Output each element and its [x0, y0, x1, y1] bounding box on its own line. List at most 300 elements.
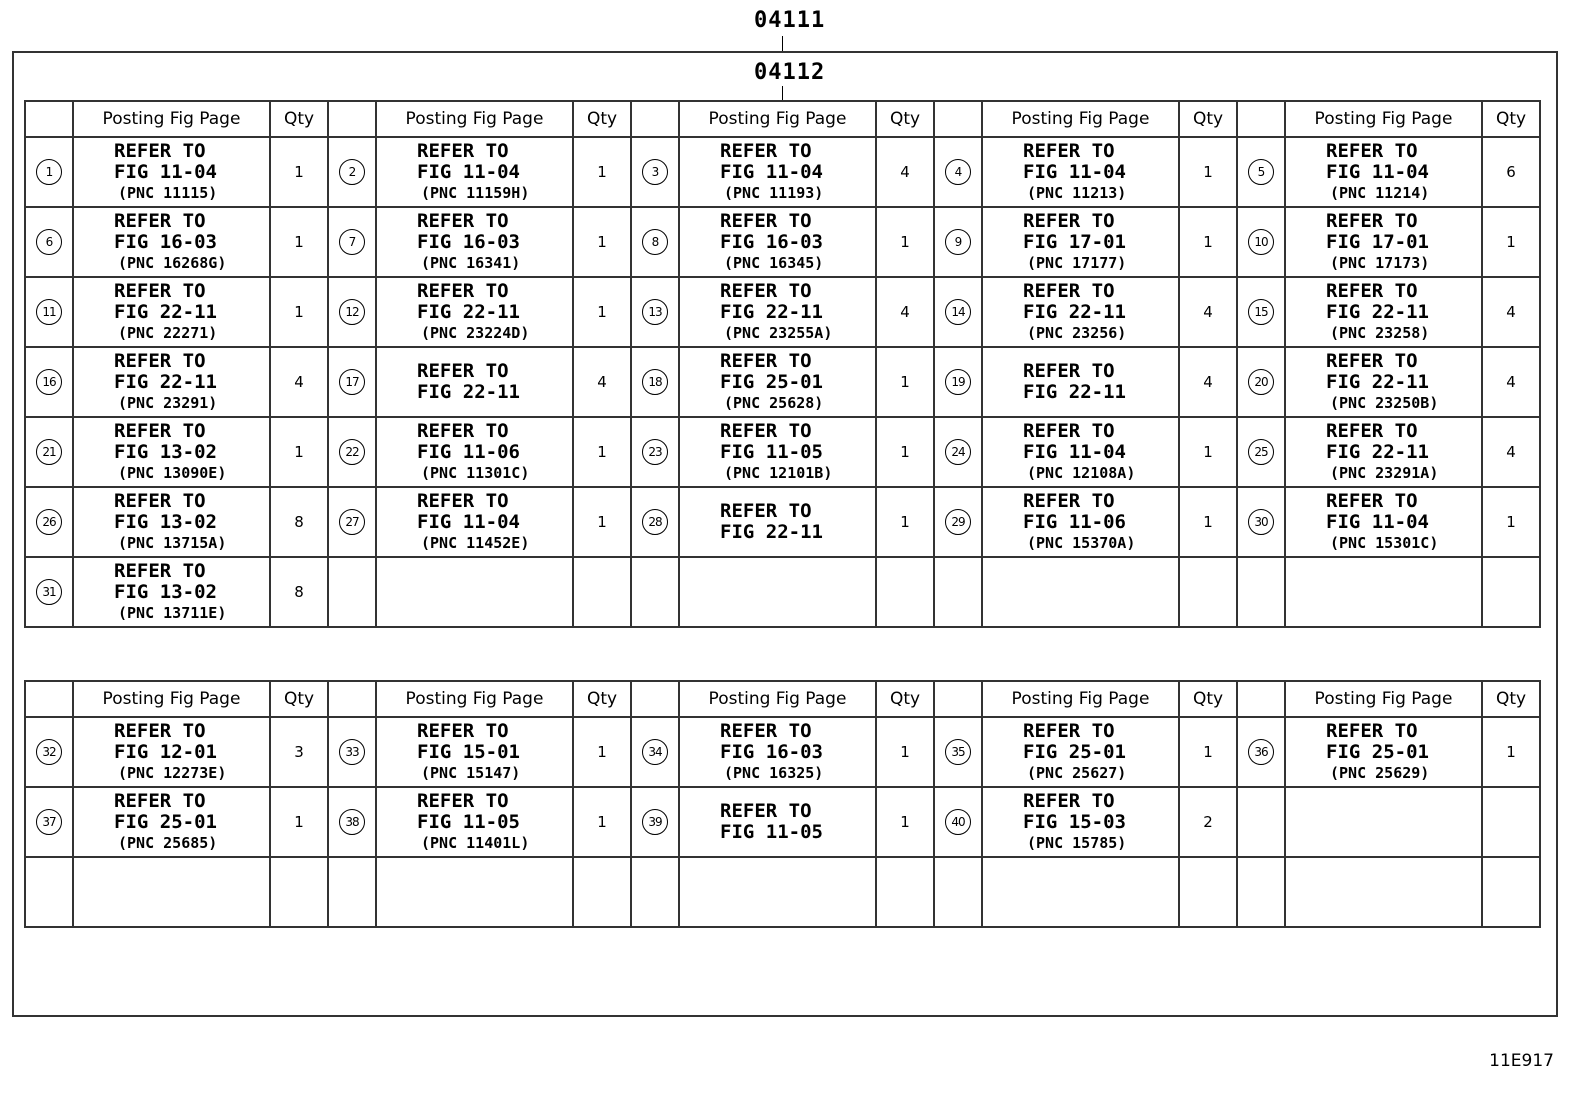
- reference-cell: [1285, 717, 1482, 787]
- reference-cell: [679, 277, 876, 347]
- pnc-code: (PNC 12108A): [1027, 463, 1136, 482]
- qty-cell: 1: [573, 277, 631, 347]
- callout-number-cell: [934, 207, 982, 277]
- callout-number-cell: [631, 487, 679, 557]
- reference-cell: [73, 857, 270, 927]
- refer-to-text: REFER TO: [1023, 419, 1115, 442]
- reference-cell: [73, 277, 270, 347]
- reference-cell: [73, 417, 270, 487]
- pnc-code: (PNC 16341): [421, 253, 521, 272]
- callout-number: 13: [642, 299, 668, 325]
- header-posting-fig-page: Posting Fig Page: [73, 101, 270, 137]
- refer-to-text: REFER TO: [114, 789, 206, 812]
- callout-number-cell: [934, 277, 982, 347]
- callout-number-cell: [328, 417, 376, 487]
- fig-reference: FIG 11-04: [1326, 510, 1429, 533]
- callout-number-cell: [1237, 417, 1285, 487]
- reference-cell: [1285, 857, 1482, 927]
- qty-cell: [1482, 857, 1540, 927]
- callout-number-cell: [25, 207, 73, 277]
- refer-to-text: REFER TO: [720, 349, 812, 372]
- refer-to-text: REFER TO: [720, 209, 812, 232]
- pnc-code: (PNC 15370A): [1027, 533, 1136, 552]
- pnc-code: (PNC 23258): [1330, 323, 1430, 342]
- callout-number: 25: [1248, 439, 1274, 465]
- fig-reference: FIG 11-04: [1023, 160, 1126, 183]
- callout-number: 2: [339, 159, 365, 185]
- qty-cell: [876, 857, 934, 927]
- reference-cell: [376, 347, 573, 417]
- pnc-code: (PNC 15301C): [1330, 533, 1439, 552]
- header-qty: Qty: [1179, 101, 1237, 137]
- reference-cell: [982, 207, 1179, 277]
- pnc-code: (PNC 25685): [118, 833, 218, 852]
- fig-reference: FIG 13-02: [114, 440, 217, 463]
- fig-reference: FIG 16-03: [114, 230, 217, 253]
- callout-number-cell: [1237, 857, 1285, 927]
- refer-to-text: REFER TO: [1023, 279, 1115, 302]
- refer-to-text: REFER TO: [720, 419, 812, 442]
- reference-cell: [679, 487, 876, 557]
- pnc-code: (PNC 17177): [1027, 253, 1127, 272]
- pnc-code: (PNC 13715A): [118, 533, 227, 552]
- refer-to-text: REFER TO: [1326, 209, 1418, 232]
- refer-to-text: REFER TO: [417, 719, 509, 742]
- qty-cell: 1: [1179, 207, 1237, 277]
- callout-number-cell: [631, 347, 679, 417]
- reference-cell: [1285, 557, 1482, 627]
- pnc-code: (PNC 22271): [118, 323, 218, 342]
- table-row: [25, 417, 1540, 487]
- fig-reference: FIG 11-05: [720, 440, 823, 463]
- callout-number-cell: [934, 417, 982, 487]
- callout-number: 11: [36, 299, 62, 325]
- callout-number: 14: [945, 299, 971, 325]
- table-row: [25, 717, 1540, 787]
- callout-number-cell: [25, 137, 73, 207]
- qty-cell: 4: [270, 347, 328, 417]
- qty-cell: 4: [1482, 347, 1540, 417]
- pnc-code: (PNC 23291A): [1330, 463, 1439, 482]
- callout-number: 30: [1248, 509, 1274, 535]
- qty-cell: [876, 557, 934, 627]
- pnc-code: (PNC 11213): [1027, 183, 1127, 202]
- table-row: [25, 207, 1540, 277]
- assembly-label-04111: 04111: [754, 8, 826, 33]
- callout-number: 9: [945, 229, 971, 255]
- qty-cell: 4: [1482, 277, 1540, 347]
- fig-reference: FIG 22-11: [114, 370, 217, 393]
- refer-to-text: REFER TO: [114, 419, 206, 442]
- reference-cell: [679, 857, 876, 927]
- pnc-code: (PNC 11193): [724, 183, 824, 202]
- reference-cell: [982, 417, 1179, 487]
- fig-reference: FIG 17-01: [1023, 230, 1126, 253]
- fig-reference: FIG 25-01: [1326, 740, 1429, 763]
- pnc-code: (PNC 16268G): [118, 253, 227, 272]
- qty-cell: 1: [270, 207, 328, 277]
- callout-number-cell: [25, 487, 73, 557]
- header-qty: Qty: [1482, 681, 1540, 717]
- refer-to-text: REFER TO: [1326, 279, 1418, 302]
- fig-reference: FIG 11-05: [417, 810, 520, 833]
- qty-cell: 1: [1482, 207, 1540, 277]
- qty-cell: 1: [573, 787, 631, 857]
- callout-number: 7: [339, 229, 365, 255]
- qty-cell: [573, 857, 631, 927]
- callout-number-cell: [1237, 787, 1285, 857]
- callout-number-cell: [328, 557, 376, 627]
- callout-number: 18: [642, 369, 668, 395]
- reference-cell: [679, 787, 876, 857]
- reference-cell: [376, 487, 573, 557]
- callout-number-cell: [25, 787, 73, 857]
- callout-number: 34: [642, 739, 668, 765]
- pnc-code: (PNC 25629): [1330, 763, 1430, 782]
- reference-cell: [1285, 787, 1482, 857]
- pnc-code: (PNC 11401L): [421, 833, 530, 852]
- figure-id: 11E917: [1489, 1051, 1554, 1071]
- refer-to-text: REFER TO: [114, 209, 206, 232]
- reference-cell: [982, 857, 1179, 927]
- callout-number-cell: [328, 717, 376, 787]
- qty-cell: 1: [573, 207, 631, 277]
- callout-number: 31: [36, 579, 62, 605]
- callout-number-cell: [328, 787, 376, 857]
- fig-reference: FIG 25-01: [1023, 740, 1126, 763]
- callout-number: 38: [339, 809, 365, 835]
- refer-to-text: REFER TO: [417, 419, 509, 442]
- callout-number: 12: [339, 299, 365, 325]
- reference-cell: [982, 277, 1179, 347]
- reference-cell: [679, 137, 876, 207]
- qty-cell: [1482, 787, 1540, 857]
- reference-cell: [376, 557, 573, 627]
- callout-number-cell: [934, 857, 982, 927]
- callout-number: 3: [642, 159, 668, 185]
- callout-number-cell: [934, 787, 982, 857]
- refer-to-text: REFER TO: [1326, 489, 1418, 512]
- callout-number-cell: [934, 557, 982, 627]
- fig-reference: FIG 16-03: [720, 230, 823, 253]
- table-row: [25, 787, 1540, 857]
- refer-to-text: REFER TO: [1023, 789, 1115, 812]
- header-row: [25, 681, 1540, 717]
- reference-cell: [376, 207, 573, 277]
- callout-number-cell: [1237, 487, 1285, 557]
- reference-cell: [1285, 137, 1482, 207]
- reference-cell: [679, 207, 876, 277]
- refer-to-text: REFER TO: [720, 500, 812, 522]
- header-posting-fig-page: Posting Fig Page: [1285, 101, 1482, 137]
- callout-number: 40: [945, 809, 971, 835]
- qty-cell: [1179, 857, 1237, 927]
- callout-number-cell: [328, 857, 376, 927]
- fig-reference: FIG 16-03: [720, 740, 823, 763]
- callout-number: 21: [36, 439, 62, 465]
- header-blank: [1237, 101, 1285, 137]
- header-posting-fig-page: Posting Fig Page: [679, 101, 876, 137]
- reference-cell: [982, 137, 1179, 207]
- fig-reference: FIG 22-11: [1326, 300, 1429, 323]
- callout-number: 8: [642, 229, 668, 255]
- pnc-code: (PNC 25628): [724, 393, 824, 412]
- leader-line-04111: [782, 36, 783, 51]
- qty-cell: 1: [270, 137, 328, 207]
- refer-to-text: REFER TO: [417, 489, 509, 512]
- callout-number-cell: [1237, 137, 1285, 207]
- pnc-code: (PNC 23255A): [724, 323, 833, 342]
- qty-cell: [1482, 557, 1540, 627]
- callout-number-cell: [25, 857, 73, 927]
- fig-reference: FIG 11-06: [1023, 510, 1126, 533]
- reference-cell: [73, 347, 270, 417]
- pnc-code: (PNC 11452E): [421, 533, 530, 552]
- refer-to-text: REFER TO: [417, 209, 509, 232]
- callout-number: 33: [339, 739, 365, 765]
- qty-cell: 1: [270, 787, 328, 857]
- table-row: [25, 137, 1540, 207]
- reference-cell: [376, 137, 573, 207]
- qty-cell: [1179, 557, 1237, 627]
- qty-cell: 1: [876, 487, 934, 557]
- callout-number: 17: [339, 369, 365, 395]
- fig-reference: FIG 11-04: [417, 510, 520, 533]
- callout-number: 10: [1248, 229, 1274, 255]
- callout-number-cell: [1237, 347, 1285, 417]
- qty-cell: 1: [876, 717, 934, 787]
- qty-cell: 2: [1179, 787, 1237, 857]
- refer-to-text: REFER TO: [417, 360, 509, 382]
- fig-reference: FIG 25-01: [720, 370, 823, 393]
- reference-cell: [982, 487, 1179, 557]
- qty-cell: 1: [270, 417, 328, 487]
- refer-to-text: REFER TO: [1326, 419, 1418, 442]
- reference-cell: [1285, 417, 1482, 487]
- callout-number-cell: [934, 347, 982, 417]
- header-qty: Qty: [1482, 101, 1540, 137]
- qty-cell: 1: [573, 417, 631, 487]
- qty-cell: 1: [876, 347, 934, 417]
- refer-to-text: REFER TO: [1023, 489, 1115, 512]
- header-blank: [328, 681, 376, 717]
- qty-cell: 4: [573, 347, 631, 417]
- reference-cell: [376, 277, 573, 347]
- callout-number: 24: [945, 439, 971, 465]
- header-posting-fig-page: Posting Fig Page: [982, 101, 1179, 137]
- callout-number: 22: [339, 439, 365, 465]
- fig-reference: FIG 22-11: [720, 300, 823, 323]
- qty-cell: 8: [270, 557, 328, 627]
- header-qty: Qty: [270, 101, 328, 137]
- callout-number-cell: [328, 487, 376, 557]
- callout-number: 5: [1248, 159, 1274, 185]
- reference-cell: [679, 717, 876, 787]
- pnc-code: (PNC 16325): [724, 763, 824, 782]
- header-blank: [328, 101, 376, 137]
- callout-number-cell: [631, 417, 679, 487]
- reference-cell: [73, 717, 270, 787]
- pnc-code: (PNC 13711E): [118, 603, 227, 622]
- fig-reference: FIG 15-01: [417, 740, 520, 763]
- refer-to-text: REFER TO: [114, 139, 206, 162]
- pnc-code: (PNC 11159H): [421, 183, 530, 202]
- callout-number-cell: [328, 137, 376, 207]
- fig-reference: FIG 13-02: [114, 510, 217, 533]
- refer-to-text: REFER TO: [114, 489, 206, 512]
- qty-cell: 8: [270, 487, 328, 557]
- header-blank: [934, 101, 982, 137]
- fig-reference: FIG 11-06: [417, 440, 520, 463]
- qty-cell: 1: [1482, 487, 1540, 557]
- callout-number-cell: [1237, 717, 1285, 787]
- fig-reference: FIG 22-11: [1023, 381, 1126, 403]
- reference-cell: [376, 717, 573, 787]
- qty-cell: 1: [1179, 487, 1237, 557]
- fig-reference: FIG 16-03: [417, 230, 520, 253]
- callout-number: 1: [36, 159, 62, 185]
- pnc-code: (PNC 23224D): [421, 323, 530, 342]
- qty-cell: 1: [1179, 417, 1237, 487]
- callout-number-cell: [328, 347, 376, 417]
- header-posting-fig-page: Posting Fig Page: [376, 681, 573, 717]
- qty-cell: 1: [573, 717, 631, 787]
- header-qty: Qty: [270, 681, 328, 717]
- qty-cell: 1: [1482, 717, 1540, 787]
- header-qty: Qty: [1179, 681, 1237, 717]
- callout-number-cell: [328, 277, 376, 347]
- callout-number: 6: [36, 229, 62, 255]
- callout-number-cell: [25, 417, 73, 487]
- pnc-code: (PNC 23256): [1027, 323, 1127, 342]
- table-row: [25, 277, 1540, 347]
- refer-to-text: REFER TO: [1023, 360, 1115, 382]
- reference-cell: [1285, 487, 1482, 557]
- qty-cell: 1: [573, 137, 631, 207]
- refer-to-text: REFER TO: [114, 349, 206, 372]
- reference-cell: [1285, 347, 1482, 417]
- callout-number-cell: [934, 137, 982, 207]
- callout-number-cell: [1237, 277, 1285, 347]
- qty-cell: 1: [876, 417, 934, 487]
- fig-reference: FIG 12-01: [114, 740, 217, 763]
- callout-number: 20: [1248, 369, 1274, 395]
- refer-to-text: REFER TO: [720, 719, 812, 742]
- callout-number: 35: [945, 739, 971, 765]
- pnc-code: (PNC 13090E): [118, 463, 227, 482]
- header-blank: [934, 681, 982, 717]
- qty-cell: 4: [876, 137, 934, 207]
- header-posting-fig-page: Posting Fig Page: [679, 681, 876, 717]
- parts-reference-table-2: [24, 680, 1541, 928]
- parts-reference-table-1: [24, 100, 1541, 628]
- reference-cell: [982, 717, 1179, 787]
- refer-to-text: REFER TO: [1023, 139, 1115, 162]
- callout-number: 15: [1248, 299, 1274, 325]
- header-blank: [25, 681, 73, 717]
- reference-cell: [73, 787, 270, 857]
- callout-number-cell: [934, 487, 982, 557]
- reference-cell: [982, 787, 1179, 857]
- pnc-code: (PNC 25627): [1027, 763, 1127, 782]
- qty-cell: [270, 857, 328, 927]
- refer-to-text: REFER TO: [720, 800, 812, 822]
- reference-cell: [679, 417, 876, 487]
- fig-reference: FIG 11-04: [114, 160, 217, 183]
- pnc-code: (PNC 11214): [1330, 183, 1430, 202]
- reference-cell: [982, 557, 1179, 627]
- callout-number: 36: [1248, 739, 1274, 765]
- callout-number-cell: [1237, 207, 1285, 277]
- header-qty: Qty: [573, 681, 631, 717]
- pnc-code: (PNC 23291): [118, 393, 218, 412]
- fig-reference: FIG 22-11: [417, 381, 520, 403]
- qty-cell: 4: [876, 277, 934, 347]
- assembly-label-04112: 04112: [754, 60, 826, 85]
- header-posting-fig-page: Posting Fig Page: [376, 101, 573, 137]
- refer-to-text: REFER TO: [114, 279, 206, 302]
- callout-number: 39: [642, 809, 668, 835]
- callout-number-cell: [25, 717, 73, 787]
- table-row: [25, 347, 1540, 417]
- refer-to-text: REFER TO: [1023, 719, 1115, 742]
- fig-reference: FIG 17-01: [1326, 230, 1429, 253]
- callout-number-cell: [934, 717, 982, 787]
- refer-to-text: REFER TO: [720, 279, 812, 302]
- refer-to-text: REFER TO: [720, 139, 812, 162]
- refer-to-text: REFER TO: [1326, 349, 1418, 372]
- refer-to-text: REFER TO: [114, 559, 206, 582]
- reference-cell: [982, 347, 1179, 417]
- refer-to-text: REFER TO: [1326, 719, 1418, 742]
- callout-number: 28: [642, 509, 668, 535]
- callout-number: 27: [339, 509, 365, 535]
- pnc-code: (PNC 16345): [724, 253, 824, 272]
- callout-number-cell: [25, 557, 73, 627]
- pnc-code: (PNC 11301C): [421, 463, 530, 482]
- reference-cell: [73, 557, 270, 627]
- pnc-code: (PNC 11115): [118, 183, 218, 202]
- pnc-code: (PNC 15785): [1027, 833, 1127, 852]
- qty-cell: 1: [1179, 137, 1237, 207]
- fig-reference: FIG 11-04: [720, 160, 823, 183]
- qty-cell: 1: [876, 207, 934, 277]
- refer-to-text: REFER TO: [114, 719, 206, 742]
- fig-reference: FIG 22-11: [417, 300, 520, 323]
- callout-number: 26: [36, 509, 62, 535]
- refer-to-text: REFER TO: [417, 789, 509, 812]
- pnc-code: (PNC 17173): [1330, 253, 1430, 272]
- callout-number-cell: [631, 137, 679, 207]
- callout-number-cell: [25, 347, 73, 417]
- fig-reference: FIG 11-04: [417, 160, 520, 183]
- reference-cell: [679, 557, 876, 627]
- qty-cell: [573, 557, 631, 627]
- header-qty: Qty: [876, 101, 934, 137]
- fig-reference: FIG 11-04: [1023, 440, 1126, 463]
- qty-cell: 4: [1179, 277, 1237, 347]
- callout-number-cell: [631, 717, 679, 787]
- fig-reference: FIG 22-11: [1326, 440, 1429, 463]
- callout-number: 4: [945, 159, 971, 185]
- fig-reference: FIG 22-11: [114, 300, 217, 323]
- fig-reference: FIG 22-11: [720, 521, 823, 543]
- qty-cell: 6: [1482, 137, 1540, 207]
- callout-number-cell: [631, 787, 679, 857]
- callout-number: 16: [36, 369, 62, 395]
- qty-cell: 3: [270, 717, 328, 787]
- header-posting-fig-page: Posting Fig Page: [73, 681, 270, 717]
